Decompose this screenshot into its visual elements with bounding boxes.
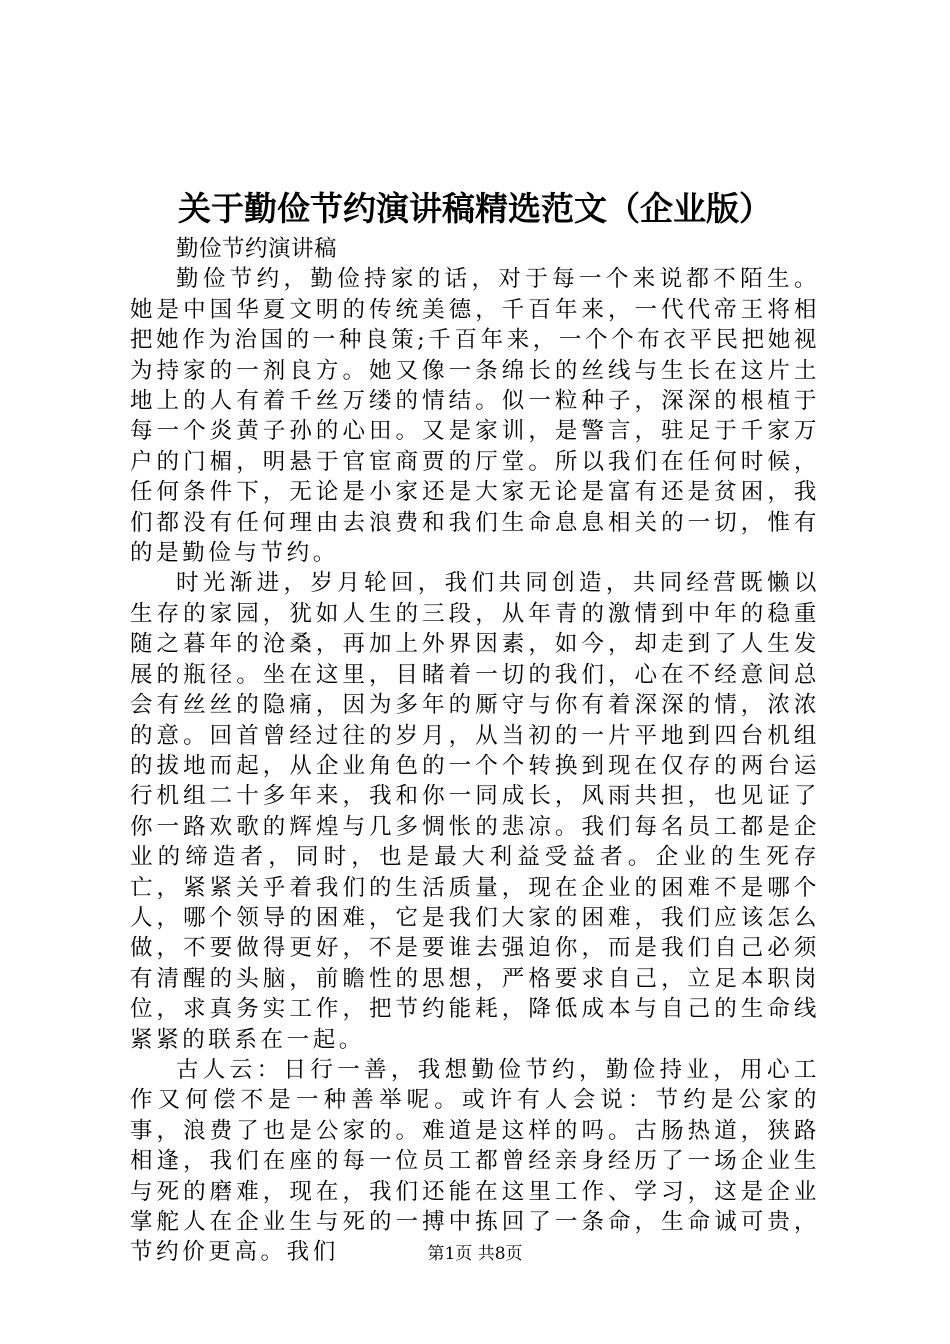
paragraph-2: 时光渐进，岁月轮回，我们共同创造，共同经营既懒以生存的家园，犹如人生的三段，从年青的激情到中年的稳重随之暮年的沧桑，再加上外界因素，如今，却走到了人生发展的瓶径。坐在这里，目睹着一切的我们，心在不经意间总会有丝丝的隐痛，因为多年的厮守与你有着深深的情，浓浓的意。回首曾经过往的岁月，从当初的一片平地到四台机组的拔地而起，从企业角色的一个个转换到现在仅存的两台运行机组二十多年来，我和你一同成长，风雨共担，也见证了你一路欢歌的辉煌与几多惆怅的悲凉。我们每名员工都是企业的缔造者，同时，也是最大利益受益者。企业的生死存亡，紧紧关乎着我们的生活质量，现在企业的困难不是哪个人，哪个领导的困难，它是我们大家的困难，我们应该怎么做，不要做得更好，不是要谁去强迫你，而是我们自己必须有清醒的头脑，前瞻性的思想，严格要求自己，立足本职岗位，求真务实工作，把节约能耗，降低成本与自己的生命线紧紧的联系在一起。 bbox=[130, 570, 820, 1053]
document-subtitle: 勤俭节约演讲稿 bbox=[176, 236, 338, 262]
document-body bbox=[130, 234, 820, 1268]
paragraph-1: 勤俭节约，勤俭持家的话，对于每一个来说都不陌生。她是中国华夏文明的传统美德，千百年来，一代代帝王将相把她作为治国的一种良策;千百年来，一个个布衣平民把她视为持家的一剂良方。她又像一条绵长的丝线与生长在这片土地上的人有着千丝万缕的情结。似一粒种子，深深的根植于每一个炎黄子孙的心田。又是家训，是警言，驻足于千家万户的门楣，明悬于官宦商贾的厅堂。所以我们在任何时候，任何条件下，无论是小家还是大家无论是富有还是贫困，我们都没有任何理由去浪费和我们生命息息相关的一切，惟有的是勤俭与节约。 bbox=[130, 266, 820, 567]
document-title: 关于勤俭节约演讲稿精选范文（企业版） bbox=[178, 189, 772, 228]
page-number-footer: 第1页 共8页 bbox=[427, 1244, 523, 1264]
paragraph-3: 古人云：日行一善，我想勤俭节约，勤俭持业，用心工作又何偿不是一种善举呢。或许有人会说：节约是公家的事，浪费了也是公家的。难道是这样的吗。古肠热道，狭路相逢，我们在座的每一位员工都曾经亲身经历了一场企业生与死的磨难，现在，我们还能在这里工作、学习，这是企业掌舵人在企业生与死的一搏中拣回了一条命，生命诚可贵，节约价更高。我们 bbox=[130, 1056, 820, 1266]
